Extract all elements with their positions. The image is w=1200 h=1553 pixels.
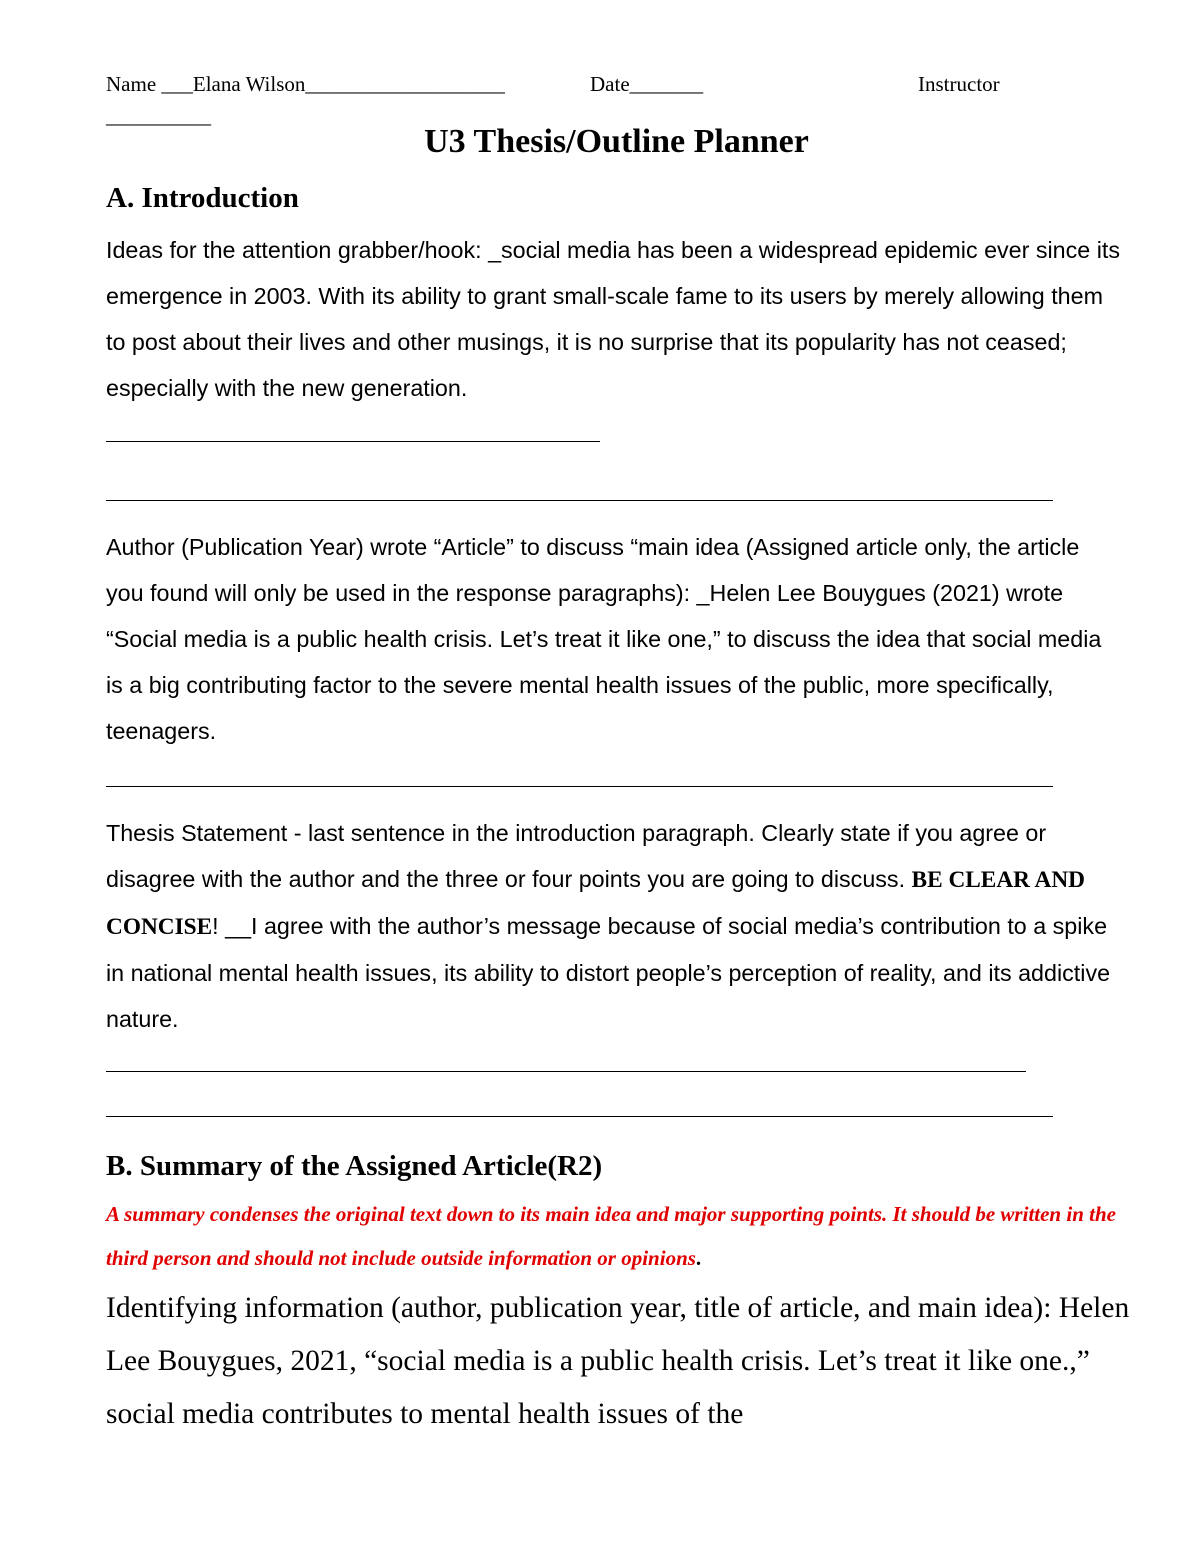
header-row [106,72,1116,97]
instructor-field: Instructor [918,72,1000,96]
thesis-prompt: Thesis Statement - last sentence in the introduction paragraph. Clearly state if you agree or disagree with the author and the three or four points you are going to discuss. [106,820,1047,892]
page-title: U3 Thesis/Outline Planner [424,123,809,160]
thesis-paragraph [106,810,1121,1042]
author-paragraph: Author (Publication Year) wrote “Article” to discuss “main idea (Assigned article only, the article you found will only be used in the response paragraphs): _Helen Lee Bouygues (2021) wrote “Social media is a public health crisis. Let’s treat it like one,” to discuss the idea that social media is a big contributing factor to the severe mental health issues of the public, more specifically, teenagers. [106,534,1102,744]
answer-line [106,441,600,442]
instructor-blank: __________ [106,104,211,128]
section-a-heading: A. Introduction [106,182,299,214]
summary-note-text: A summary condenses the original text down to its main idea and major supporting points. It should be written in the third person and should not include outside information or opinions [106,1202,1116,1270]
summary-instruction-note [106,1192,1116,1280]
name-field: Name ___Elana Wilson___________________ [106,72,505,96]
identifying-info-paragraph: Identifying information (author, publication year, title of article, and main idea): Helen Lee Bouygues, 2021, “social media is a public health crisis. Let’s treat it like one.,” social media contributes to mental health issues of the [106,1292,1130,1430]
thesis-bang: ! [212,913,219,939]
answer-line [106,1071,1026,1072]
answer-line [106,786,1053,787]
thesis-answer: __I agree with the author’s message because of social media’s contribution to a spike in national mental health issues, its ability to distort people’s perception of reality, and its addictive nature. [106,913,1111,1032]
hook-paragraph: Ideas for the attention grabber/hook: _social media has been a widespread epidemic ever since its emergence in 2003. With its ability to grant small-scale fame to its users by merely allowing them to post about their lives and other musings, it is no surprise that its popularity has not ceased; especially with the new generation. [106,237,1121,401]
thesis-emphasis: BE CLEAR AND CONCISE [106,867,1086,940]
answer-line [106,1116,1053,1117]
answer-line [106,500,1053,501]
section-b-heading: B. Summary of the Assigned Article(R2) [106,1150,603,1182]
summary-note-period: . [695,1246,702,1270]
date-field: Date_______ [590,72,704,96]
